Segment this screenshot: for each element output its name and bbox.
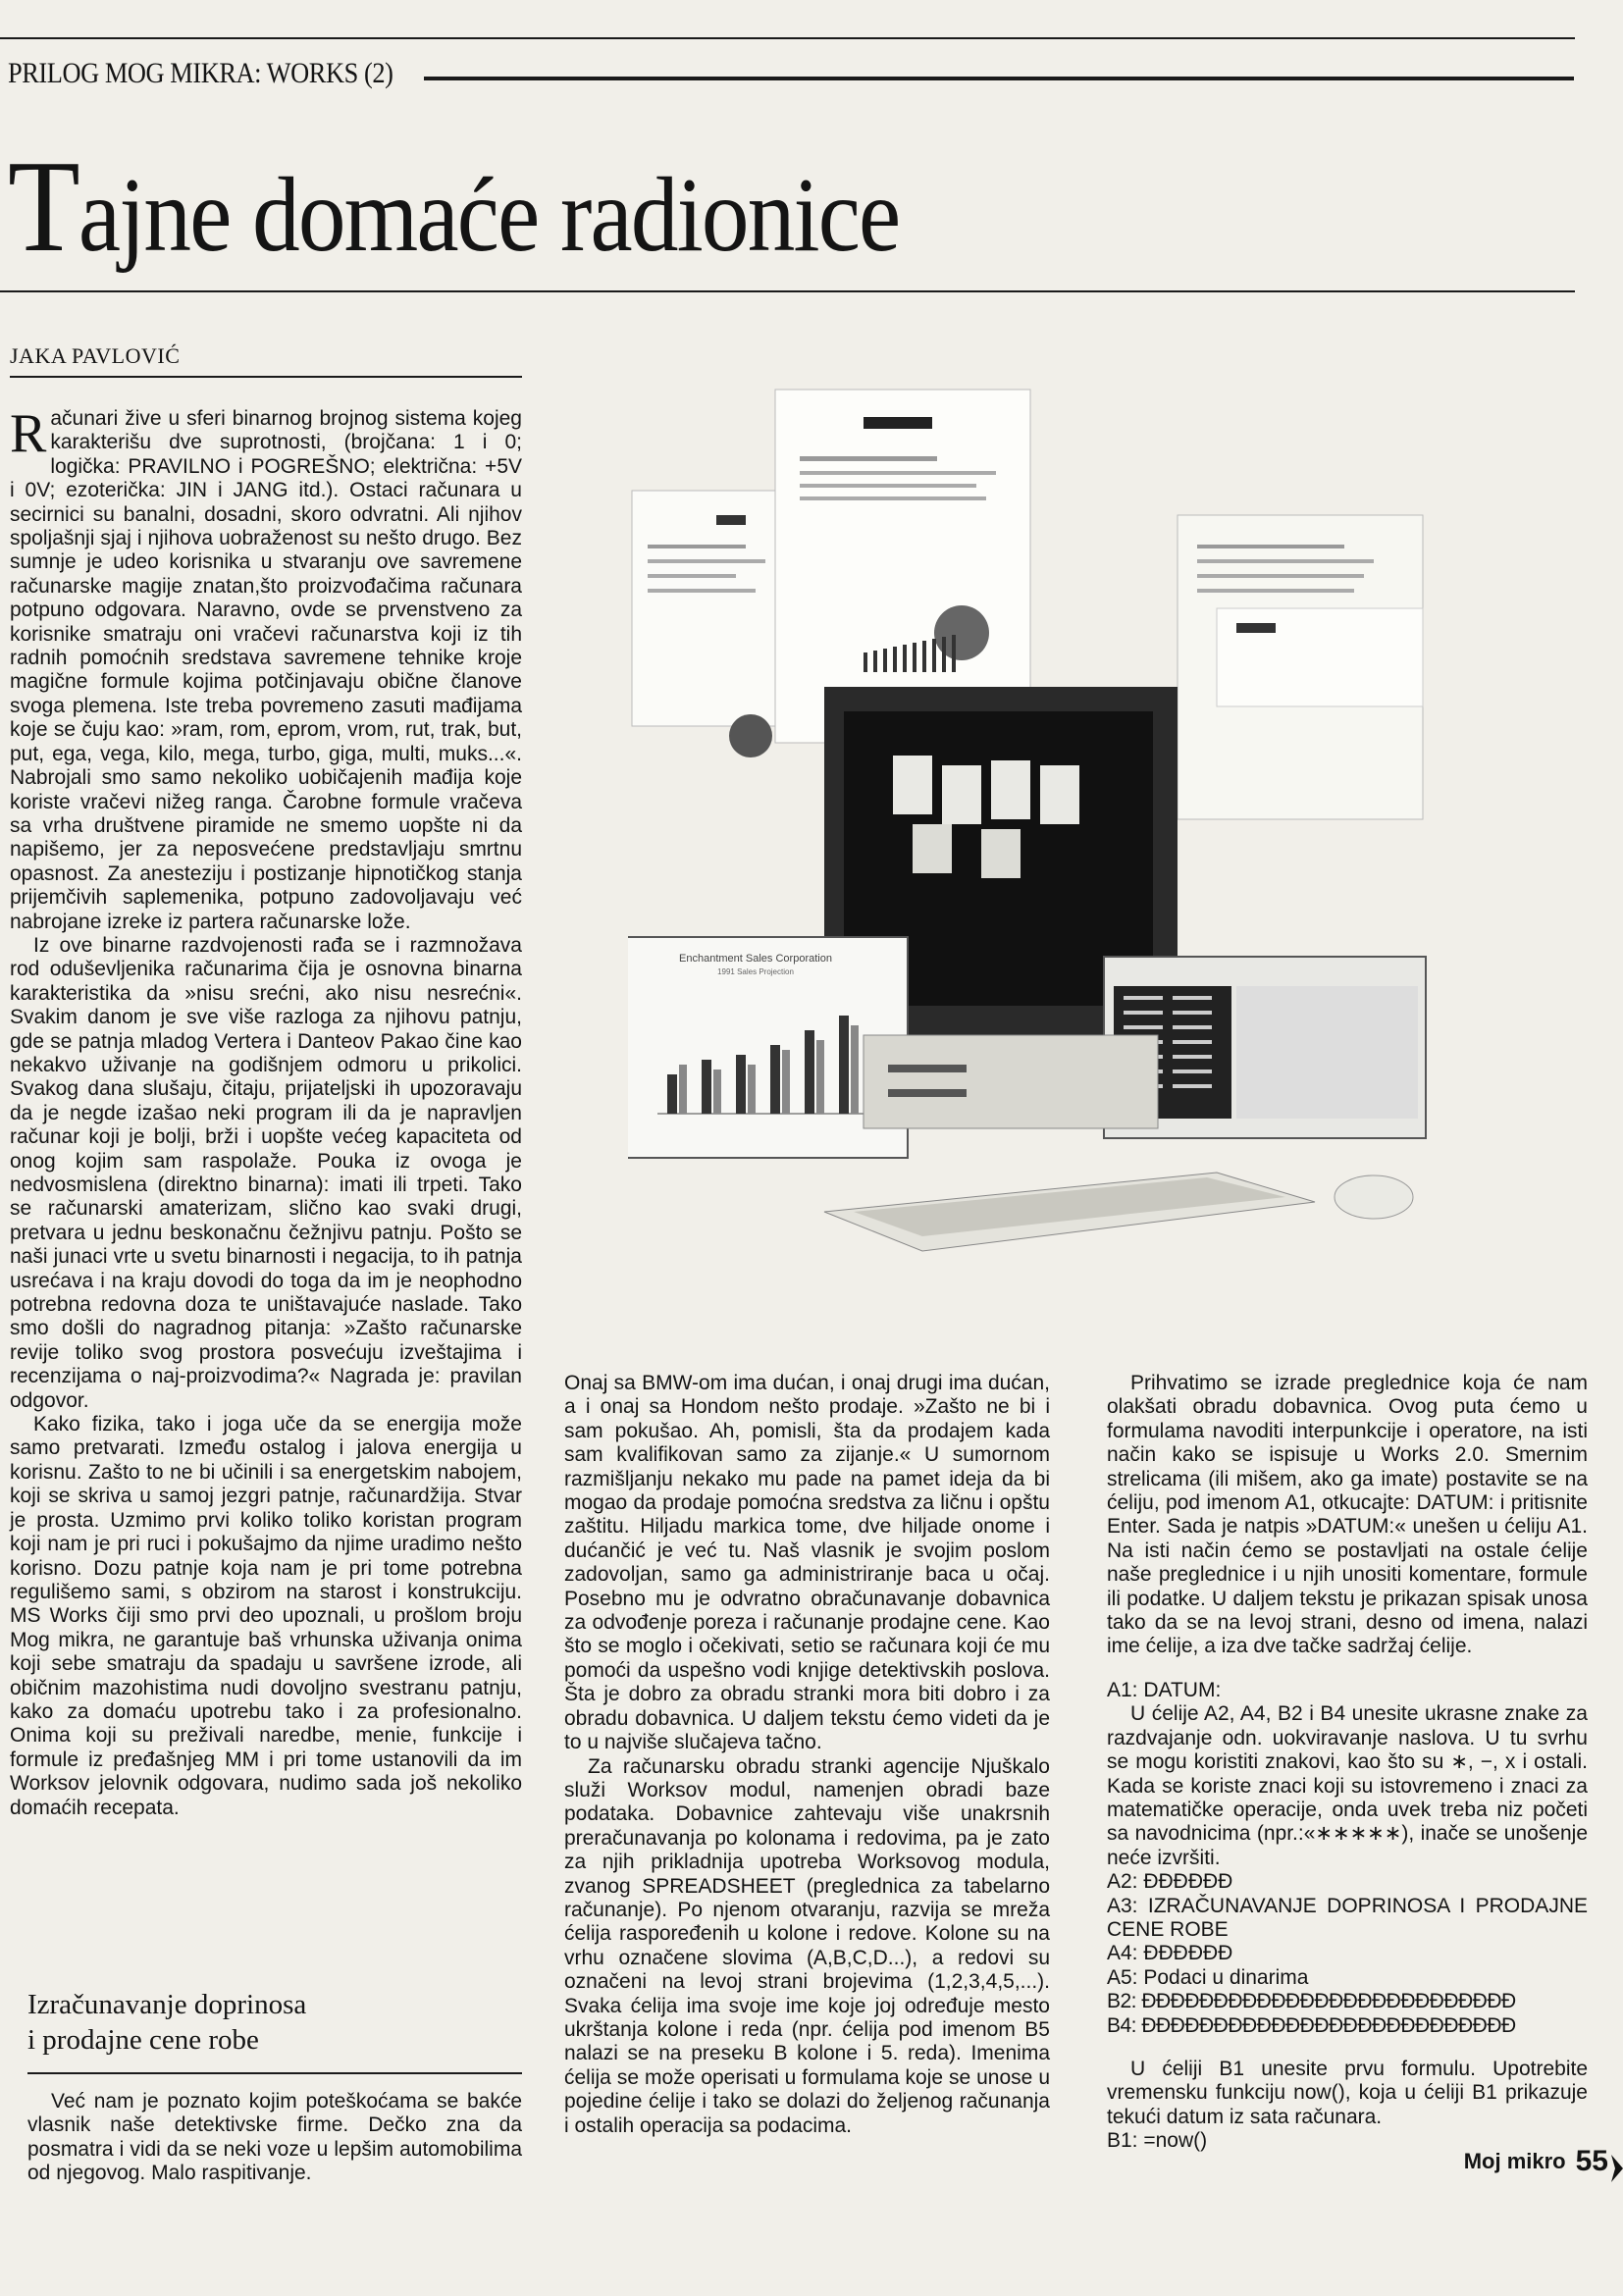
article-title: Tajne domaće radionice xyxy=(8,133,900,279)
kicker: PRILOG MOG MIKRA: WORKS (2) xyxy=(8,57,393,89)
cell-entry-b1: B1: =now() xyxy=(1107,2129,1208,2153)
col1-paragraph-3: Kako fizika, tako i joga uče da se energija može samo pretvarati. Između ostalog i jalova energija u korisnu. Zašto to ne bi učinili i sa energetskim nabojem, koji se skriva u samoj jezgri patnje, računardžija. Stvar je prosta. Uzmimo prvi koliko toliko koristan program koji nam je pri ruci i pokušajmo da njime uradimo nešto korisno. Dozu patnje koja nam je pri tome potrebna regulišemo sami, s obzirom na starost i konstrukciju. MS Works čiji smo prvi deo upoznali, u prošlom broju Mog mikra, ne garantuje baš vrhunska uživanja onima koji sebe smatraju da spadaju u savršene izrode, ali običnim mazohistima nudi dovoljno svestranu patnju, kako za domaću upotrebu tako i za profesionalno. Onima koji su preživali naredbe, menie, funkcije i formule iz prеđašnjeg MM i pri tome ustanovili da im Worksov jelovnik odgovara, nudimo sada još nekoliko domaćih recepata. xyxy=(10,1413,522,1819)
col1-paragraph-1: ačunari žive u sferi binarnog brojnog sistema kojeg karakterišu dve suprotnosti, (brojčana: 1 i 0; logička: PRAVILNO i POGREŠNO; električna: +5V i 0V; ezoterička: JIN i JANG itd.). Ostaci računara u secirnici su banalni, dosadni, skoro odvratni. Ali njihov spoljašnji sjaj i njihova uobraženost su nešto drugo. Bez sumnje je udeo korisnika u stvaranju ove savremene računarske magije znatan,što proizvođačima računara potpuno odgovara. Naravno, ovde se prvenstveno za korisnike smatraju oni vračevi računarstva koji iz tih radnih pomoćnih sredstava savremene tehnike kroje magične formule kojima potčinjavaju obične članove svoga plemena. Iste treba povremeno zasuti mađijama koje se čuju kao: »ram, rom, eprom, vrom, rut, trak, but, put, ega, vega, kilo, mega, turbo, giga, multi, muks...«. Nabrojali smo samo nekoliko uobičajenih mađija koje koriste vračevi nižeg ranga. Čarobne formule vračeva sa vrha društvene piramide ne smemo uopšte ni da napišemo, jer za neposvećene predstavljaju smrtnu opasnost. Za anesteziju i postizanje hipnotičkog stanja prijemčivih saplemenika, potpuno zadovoljavaju već nabrojane izreke iz partera računarske lože. xyxy=(10,407,522,933)
col1-paragraph-2: Iz ove binarne razdvojenosti rađa se i razmnožava rod oduševljenika računarima čija je osnovna binarna karakteristika da »nisu srećni, ako nisu nesrećni«. Svakim danom je sve više razloga za njihovu patnju, gde se patnja mladog Vertera i Danteov Pakao čine kao nekakvo uživanje na godišnjem odmoru u prikolici. Svakog dana slušaju, čitaju, prijateljski ih upozoravaju da je negde izašao neki program ili da je napravljen računar koji je bolji, brži i uopšte većeg kapaciteta od onog kojim sam raspolaže. Pouka iz ovoga je nedvosmislena (direktno binarna): imati ili trpeti. Tako se računarski amaterizam, slično kao svaki drugi, pretvara u jednu beskonačnu čežnjivu patnju. Pošto se naši junaci vrte u svetu binarnosti i negacija, to ih patnja usrećava i na kraju dovodi do toga da im je neophodno potrebna redovna doza te uništavajuće naslade. Tako smo došli do nagradnog pitanja: »Zašto računarske revije toliko svog prostora posvećuju izveštajima i recenzijama o naj-proizvodima?« Nagrada je: pravilan odgovor. xyxy=(10,933,522,1412)
col3-paragraph-3: U ćeliji B1 unesite prvu formulu. Upotrebite vremensku funkciju now(), koja u ćeliji B1 prikazuje tekući datum iz sata računara. xyxy=(1107,2057,1588,2128)
author: JAKA PAVLOVIĆ xyxy=(10,343,181,368)
computer-photo xyxy=(628,388,1433,1271)
continue-arrow-icon xyxy=(1609,2155,1623,2182)
col3-paragraph-2: U ćelije A2, A4, B2 i B4 unesite ukrasne znake za razdvajanje odn. uokviravanje naslova. U tu svrhu se mogu koristiti znakovi, kao što su ∗, −, x i ostali. Kada se koriste znaci koji su istovremeno i znaci za matematičke operacije, onda uvek treba niz početi sa navodnicima (npr.:«∗∗∗∗∗), inače se unošenje neće izvršiti. xyxy=(1107,1702,1588,1869)
col2-paragraph-1: Onaj sa BMW-om ima dućan, i onaj drugi ima dućan, a i onaj sa Hondom nešto prodaje. »Zašto ne bi i sam pokušao. Ah, pomisli, šta da prodajem kada sam kvalifikovan samo za zijanje.« U sumornom razmišljanju nekako mu pade na pamet ideja da bi mogao da prodaje pomoćna sredstva za ličnu i opštu zaštitu. Hiljadu markica tome, dve hiljade onome i dućančić je već tu. Naš vlasnik je svojim poslom zadovoljan, samo ga administriranje baca u očaj. Posebno mu je odvratno obračunavanje dobavnica za odvođenje poreza i računanje prodajne cene. Kao što se moglo i očekivati, setio se računara koji će mu pomoći da uspešno vodi knjige detektivskih poslova. Šta je dobro za obradu stranki mora biti dobro i za obradu dobavnica. U daljem tekstu ćemo videti da je to u najviše slučajeva tačno. xyxy=(564,1372,1050,1754)
title-rule xyxy=(0,290,1575,292)
magazine-name: Moj mikro xyxy=(1463,2149,1566,2173)
column-3 xyxy=(1107,1372,1588,2154)
drop-cap: R xyxy=(10,403,47,464)
page-number: 55 xyxy=(1575,2145,1608,2177)
cell-entry-a2: A2: ĐĐĐĐĐĐ xyxy=(1107,1870,1233,1894)
cell-entry-b2: B2: ĐĐĐĐĐĐĐĐĐĐĐĐĐĐĐĐĐĐĐĐĐĐĐĐĐĐ xyxy=(1107,1990,1516,2013)
column-1 xyxy=(10,403,522,1820)
page-footer xyxy=(1464,2145,1608,2178)
cell-entry-b4: B4: ĐĐĐĐĐĐĐĐĐĐĐĐĐĐĐĐĐĐĐĐĐĐĐĐĐĐ xyxy=(1107,2013,1516,2037)
cell-entry-a5: A5: Podaci u dinarima xyxy=(1107,1965,1309,1989)
subheading: Izračunavanje doprinosa i prodajne cene robe xyxy=(27,1989,307,2056)
col3-paragraph-1: Prihvatimo se izrade preglednice koja će nam olakšati obradu dobavnica. Ovog puta ćemo u formulama navoditi interpunkcije i operatore, na isti način kako se ispisuje u Works 2.0. Smernim strelicama (ili mišem, ako ga imate) postavite se na ćeliju, pod imenom A1, otkucajte: DATUM: i pritisnite Enter. Sada je natpis »DATUM:« unešen u ćeliju A1. Na isti način ćemo se postavljati na ostale ćelije naše preglednice i u njih unositi komentare, formule ili podatke. U daljem tekstu je prikazan spisak unosa tako da se na levoj strani, desno od imena, nalazi ime ćelije, a iza dve tačke sadržaj ćelije. xyxy=(1107,1372,1588,1658)
col1-paragraph-4: Već nam je poznato kojim poteškoćama se bakće vlasnik naše detektivske firme. Dečko zna da posmatra i vidi da se neki voze u lepšim automobilima od njegovog. Malo raspitivanje. xyxy=(27,2090,522,2185)
column-2 xyxy=(564,1372,1050,2138)
document-paper-right xyxy=(1178,515,1423,819)
top-rule xyxy=(0,37,1575,39)
kicker-rule xyxy=(424,77,1574,80)
system-unit xyxy=(864,1035,1158,1128)
cell-entry-a4: A4: ĐĐĐĐĐĐ xyxy=(1107,1942,1233,1965)
cell-entry-a1: A1: DATUM: xyxy=(1107,1678,1222,1701)
author-rule xyxy=(10,376,522,378)
col2-paragraph-2: Za računarsku obradu stranki agencije Njuškalo služi Worksov modul, namenjen obradi baze podataka. Dobavnice zahtevaju više unakrsnih preračunavanja po kolonama i redovima, pa je zato za njih prikladnija upotreba Worksovog modula, zvanog SPREADSHEET (preglednica za tabelarno računanje). Po njenom otvaranju, razvija se mreža ćelija raspoređenih u kolone i redove. Kolone su na vrhu označene slovima (A,B,C,D...), a redovi su označeni na levoj strani brojevima (1,2,3,4,5,...). Svaka ćelija ima svoje ime koje joj određuje mesto ukrštanja kolone i reda (npr. ćelija pod imenom B5 nalazi se na preseku B kolone i 5. reda). Imenima ćelija se može operisati u formulama koje se unose u pojedine ćelije i tako se dolazi do željenog računanja i ostalih operacija sa podacima. xyxy=(564,1754,1050,2137)
cell-entry-a3: A3: IZRAČUNAVANJE DOPRINOSA I PRODAJNE CENE ROBE xyxy=(1107,1894,1588,1941)
subhead-rule xyxy=(27,2072,522,2074)
column-1-end xyxy=(27,2090,522,2186)
chart-subtitle: 1991 Sales Projection xyxy=(717,967,794,976)
keyboard xyxy=(824,1173,1413,1251)
chart-title: Enchantment Sales Corporation xyxy=(679,953,832,965)
